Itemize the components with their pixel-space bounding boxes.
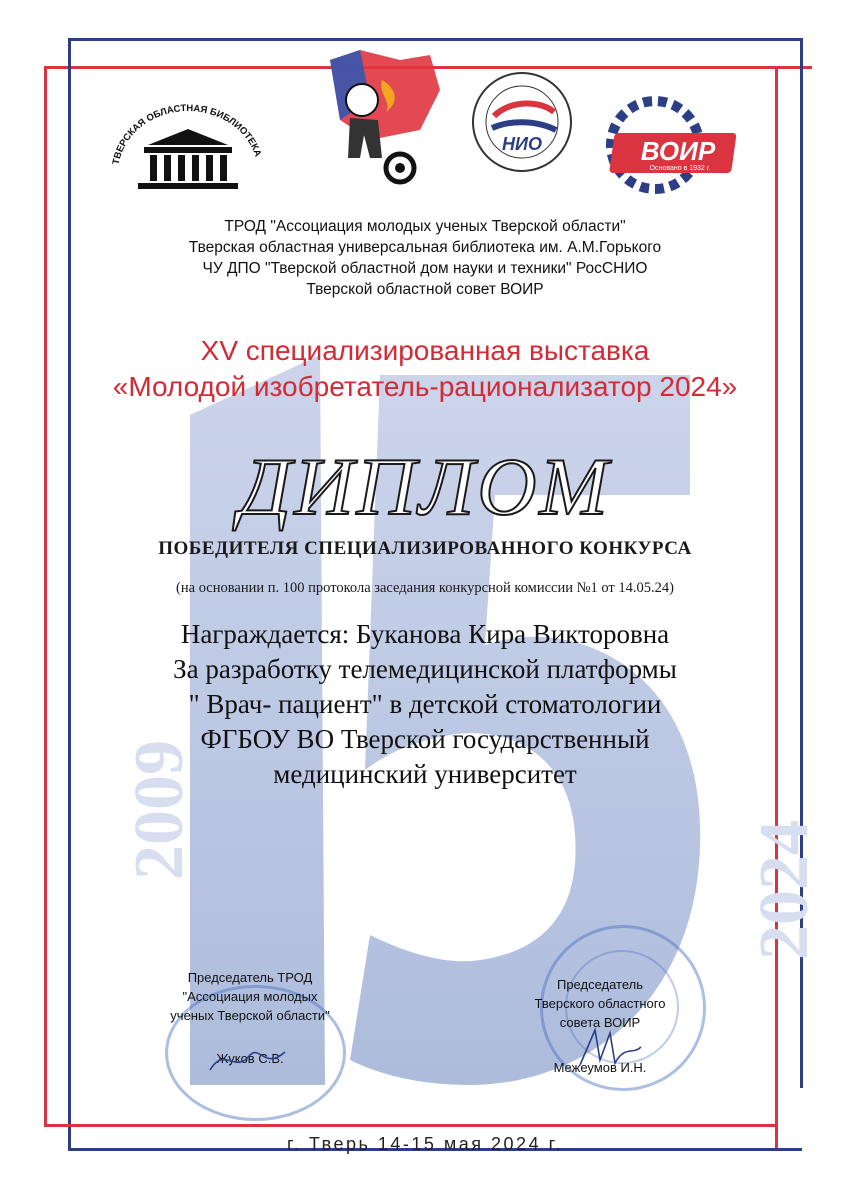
library-logo-text: ТВЕРСКАЯ ОБЛАСТНАЯ БИБЛИОТЕКА [110,102,264,166]
voir-logo-subtext: Основано в 1932 г. [649,165,711,172]
event-title [60,333,790,405]
protocol-note: (на основании п. 100 протокола заседания конкурсной комиссии №1 от 14.05.24) [176,580,674,596]
right-signer-title: Председатель [556,977,644,992]
right-signer-name: Межеумов И.Н. [553,1060,647,1075]
right-signer-title: Тверского областного [534,996,666,1011]
footer-place-date: г. Тверь 14-15 мая 2024 г. [287,1134,563,1154]
right-handwritten-signature [575,1025,645,1070]
young-inventor-emblem [300,40,450,190]
voir-logo-text: ВОИР [640,136,716,166]
event-title-line: «Молодой изобретатель-рационализатор 2024» [112,371,738,402]
organizer-line: ТРОД "Ассоциация молодых ученых Тверской области" [224,218,626,235]
award-line: За разработку телемедицинской платформы [173,654,677,684]
nti-logo [470,70,575,175]
award-line: Награждается: Буканова Кира Викторовна [180,619,670,649]
background-year-left: 2009 [121,740,198,880]
organizers-list [80,216,770,300]
frame-left-red [44,66,47,1126]
award-line: медицинский университет [273,759,577,789]
award-line: " Врач- пациент" в детской стоматологии [188,689,662,719]
award-line: ФГБОУ ВО Тверской государственный [200,724,650,754]
left-handwritten-signature [205,1040,295,1080]
left-signer-name: Жуков С.В. [216,1051,284,1066]
frame-bottom-red [44,1124,778,1127]
diploma-heading: ДИПЛОМ [239,441,611,532]
organizer-line: Тверской областной совет ВОИР [306,281,544,298]
event-title-line: XV специализированная выставка [200,335,650,366]
diploma-subtitle: ПОБЕДИТЕЛЯ СПЕЦИАЛИЗИРОВАННОГО КОНКУРСА [158,538,692,559]
right-signer-title: совета ВОИР [559,1015,641,1030]
voir-logo [600,95,750,195]
left-signer-title: ученых Тверской области" [170,1008,330,1023]
frame-right-red [775,66,778,1148]
organizer-line: ЧУ ДПО "Тверской областной дом науки и техники" РосСНИО [202,260,648,277]
nti-logo-text: НИО [502,134,542,154]
left-signer-title: "Ассоциация молодых [182,989,318,1004]
organizer-line: Тверская областная универсальная библиотека им. А.М.Горького [188,239,662,256]
tver-regional-library-logo [108,95,268,195]
background-year-right: 2024 [746,820,823,960]
award-text [60,617,790,792]
left-signer-title: Председатель ТРОД [187,970,313,985]
